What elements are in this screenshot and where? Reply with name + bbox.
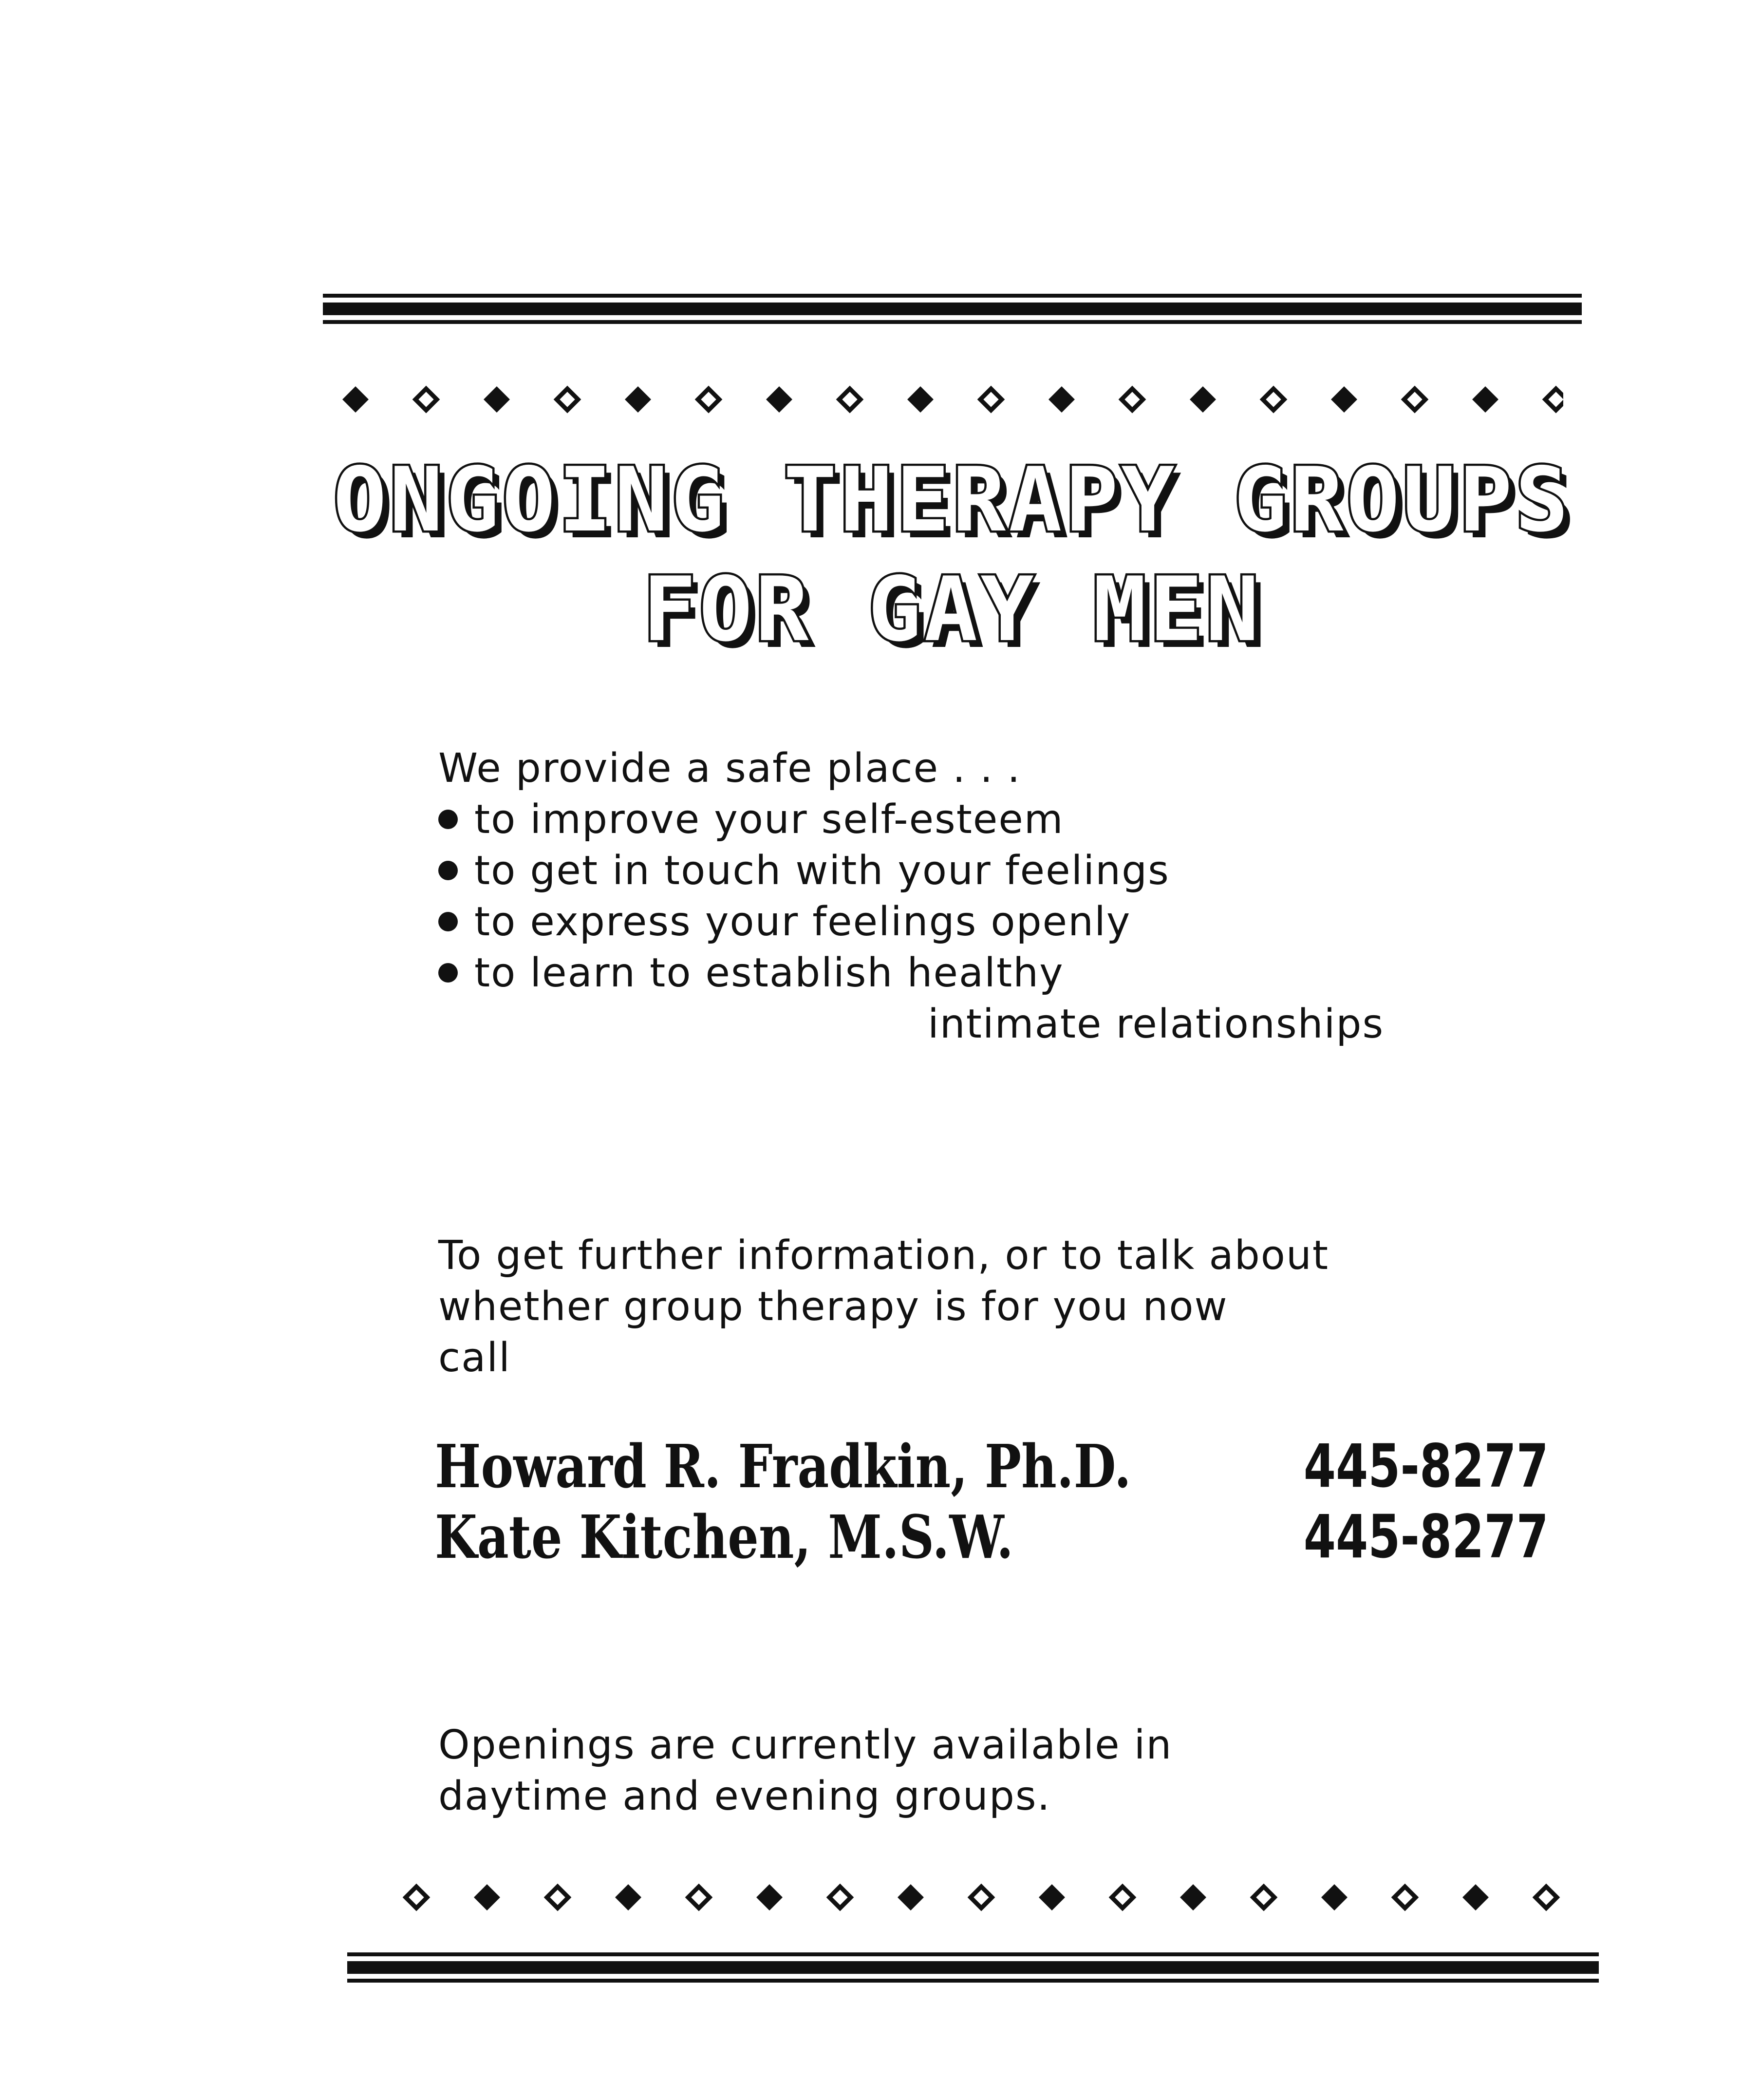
bullet-text: to learn to establish healthy: [474, 950, 1064, 996]
diamond-filled-icon: [1462, 1884, 1489, 1911]
diamond-filled-icon: [474, 1884, 500, 1911]
diamond-outline-icon: [1535, 1887, 1557, 1908]
diamond-outline-icon: [829, 1887, 851, 1908]
diamond-filled-icon: [898, 1884, 924, 1911]
diamond-filled-icon: [1190, 386, 1216, 413]
diamond-outline-icon: [1253, 1887, 1274, 1908]
top-diamond-row-graphic: [341, 382, 1563, 416]
diamond-filled-icon: [756, 1884, 783, 1911]
diamond-outline-icon: [1394, 1887, 1416, 1908]
diamond-filled-icon: [1180, 1884, 1206, 1911]
diamond-outline-icon: [1122, 389, 1143, 410]
bullet-text: to improve your self-esteem: [474, 796, 1064, 843]
diamond-filled-icon: [615, 1884, 641, 1911]
info-line: call: [438, 1335, 511, 1381]
diamond-outline-icon: [971, 1887, 992, 1908]
bullet-dot-icon: [438, 912, 458, 931]
diamond-outline-icon: [1112, 1887, 1133, 1908]
diamond-outline-icon: [415, 389, 437, 410]
info-line: To get further information, or to talk about: [438, 1232, 1329, 1279]
contact-name-fradkin: Howard R. Fradkin, Ph.D.: [435, 1431, 1131, 1501]
top-rule: [323, 294, 1582, 328]
diamond-outline-icon: [980, 389, 1002, 410]
bottom-rule-line-thin-lower: [347, 1979, 1599, 1983]
diamond-filled-icon: [1321, 1884, 1348, 1911]
diamond-filled-icon: [1331, 386, 1357, 413]
diamond-filled-icon: [625, 386, 651, 413]
diamond-outline-icon: [547, 1887, 568, 1908]
diamond-filled-icon: [907, 386, 934, 413]
diamond-outline-icon: [557, 389, 578, 410]
diamond-outline-icon: [688, 1887, 710, 1908]
top-diamond-row: [341, 382, 1563, 416]
diamond-outline-icon: [406, 1887, 427, 1908]
openings-line: daytime and evening groups.: [438, 1773, 1051, 1819]
bullet-text: to express your feelings openly: [474, 899, 1131, 945]
intro-text: We provide a safe place . . .: [438, 745, 1021, 792]
diamond-outline-icon: [1545, 389, 1563, 410]
bullet-continuation: intimate relationships: [928, 1001, 1385, 1047]
bottom-diamond-row-graphic: [402, 1880, 1571, 1914]
bullet-dot-icon: [438, 861, 458, 880]
top-rule-line-thick: [323, 303, 1582, 315]
diamond-filled-icon: [1472, 386, 1498, 413]
diamond-filled-icon: [766, 386, 792, 413]
bullet-text: to get in touch with your feelings: [474, 848, 1170, 894]
diamond-filled-icon: [484, 386, 510, 413]
diamond-outline-icon: [698, 389, 719, 410]
bullet-dot-icon: [438, 963, 458, 983]
contact-phone-kitchen: 445-8277: [1304, 1502, 1549, 1571]
openings-line: Openings are currently available in: [438, 1722, 1173, 1768]
contact-phone-fradkin: 445-8277: [1304, 1432, 1549, 1501]
bullet-item: [438, 947, 1064, 999]
contact-name-kitchen: Kate Kitchen, M.S.W.: [435, 1502, 1013, 1572]
title-line-1: ONGOING THERAPY GROUPS: [333, 448, 1572, 551]
bullet-item: [438, 845, 1170, 896]
top-rule-line-thin-lower: [323, 320, 1582, 324]
diamond-filled-icon: [1048, 386, 1075, 413]
bottom-rule: [347, 1952, 1599, 1986]
bullet-item: [438, 794, 1064, 845]
bottom-diamond-row: [402, 1880, 1571, 1914]
info-line: whether group therapy is for you now: [438, 1284, 1228, 1330]
bullet-item: [438, 896, 1131, 947]
diamond-outline-icon: [1263, 389, 1284, 410]
top-rule-line-thin-upper: [323, 294, 1582, 298]
bottom-rule-line-thin-upper: [347, 1952, 1599, 1956]
title-line-2: FOR GAY MEN: [642, 558, 1262, 661]
diamond-filled-icon: [342, 386, 369, 413]
diamond-filled-icon: [1039, 1884, 1065, 1911]
bullet-dot-icon: [438, 810, 458, 829]
diamond-outline-icon: [1404, 389, 1425, 410]
bottom-rule-line-thick: [347, 1961, 1599, 1974]
diamond-outline-icon: [839, 389, 861, 410]
